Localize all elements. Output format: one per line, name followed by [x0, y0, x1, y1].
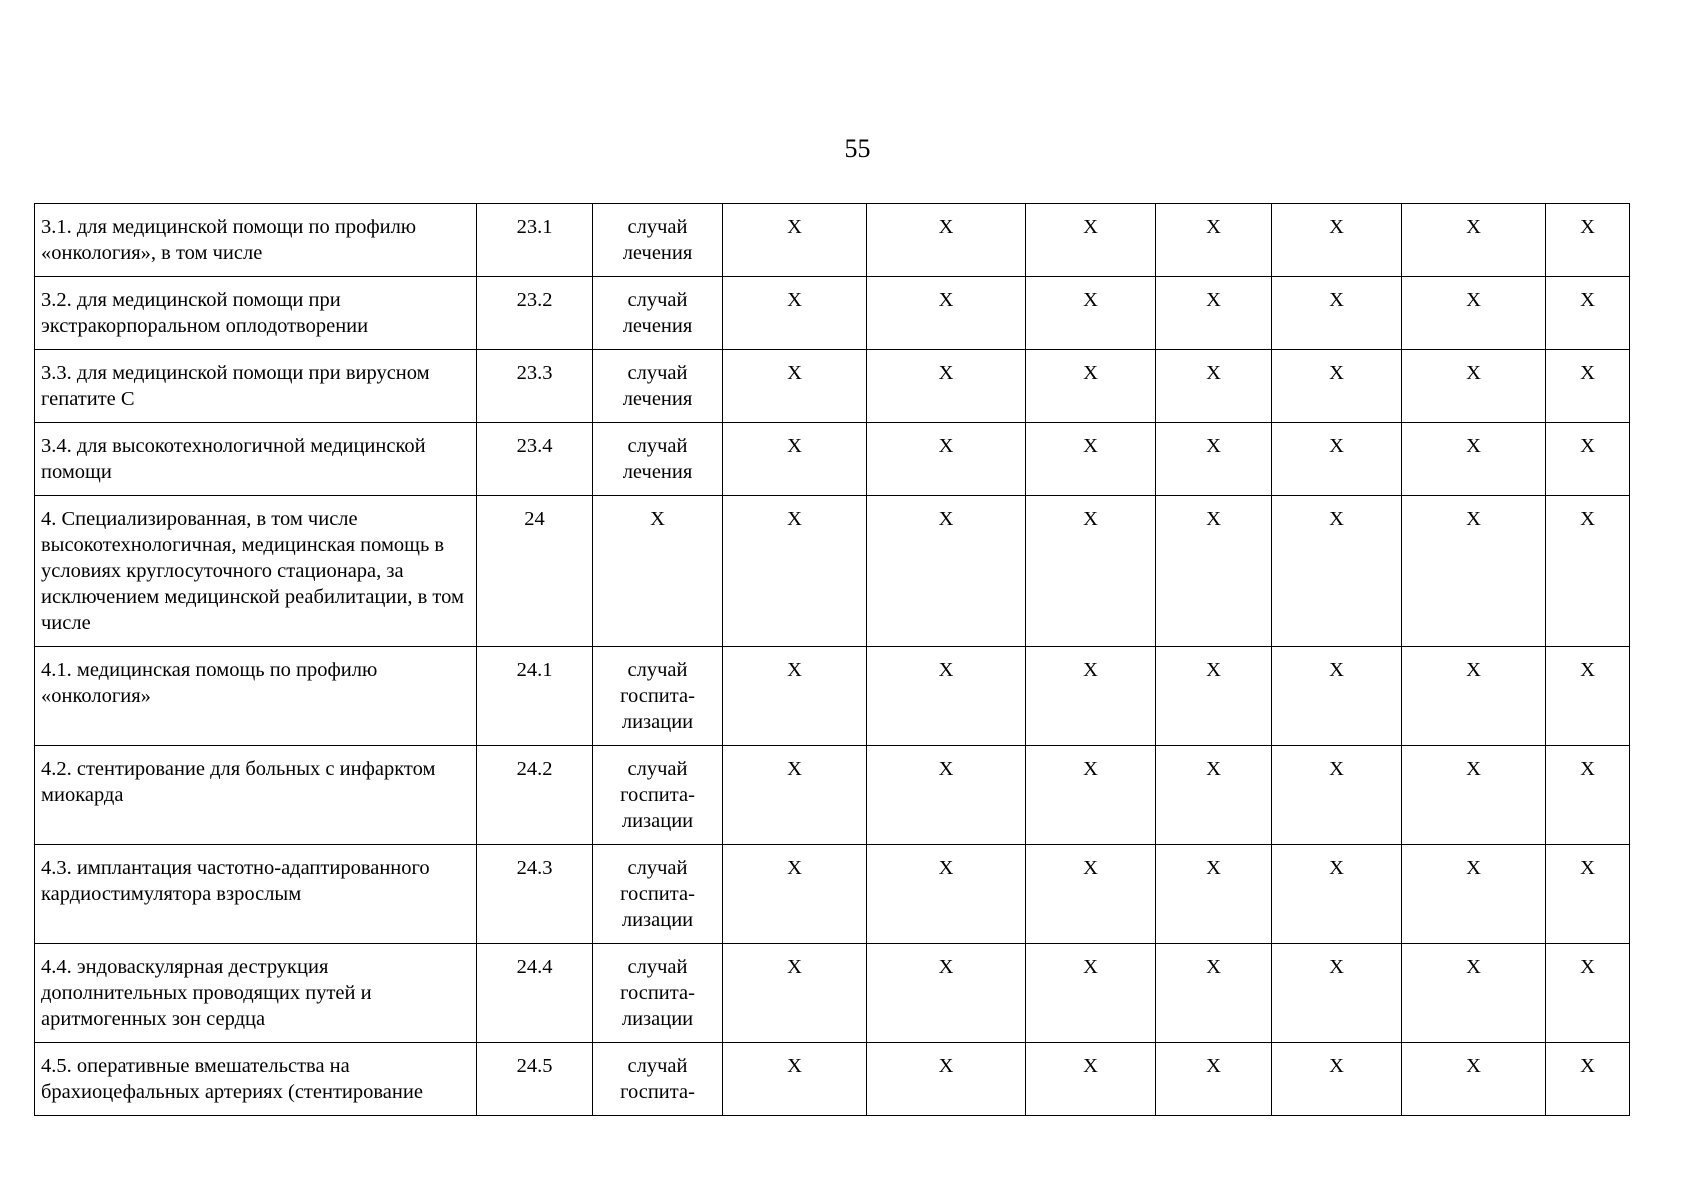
- value-cell: Х: [1156, 647, 1272, 746]
- value-cell: Х: [1026, 944, 1156, 1043]
- value-cell: Х: [723, 845, 867, 944]
- row-number: 23.3: [477, 350, 593, 423]
- value-cell: Х: [1402, 204, 1546, 277]
- value-cell: Х: [1546, 204, 1630, 277]
- value-cell: Х: [723, 746, 867, 845]
- value-cell: Х: [1272, 746, 1402, 845]
- value-cell: Х: [1546, 423, 1630, 496]
- value-cell: Х: [867, 423, 1026, 496]
- value-cell: Х: [723, 944, 867, 1043]
- row-number: 24: [477, 496, 593, 647]
- value-cell: Х: [1546, 746, 1630, 845]
- unit-cell: случай лечения: [593, 423, 723, 496]
- page-number: 55: [844, 134, 871, 163]
- value-cell: Х: [1272, 1043, 1402, 1116]
- value-cell: Х: [867, 204, 1026, 277]
- value-cell: Х: [1402, 423, 1546, 496]
- value-cell: Х: [1546, 1043, 1630, 1116]
- value-cell: Х: [1272, 204, 1402, 277]
- table-row: [35, 496, 1630, 647]
- table-body: [35, 204, 1630, 1116]
- unit-cell: случай лечения: [593, 204, 723, 277]
- table-row: [35, 944, 1630, 1043]
- value-cell: Х: [1156, 1043, 1272, 1116]
- value-cell: Х: [1156, 423, 1272, 496]
- value-cell: Х: [867, 845, 1026, 944]
- row-number: 24.5: [477, 1043, 593, 1116]
- row-description: 3.3. для медицинской помощи при вирусном гепатите С: [35, 350, 477, 423]
- value-cell: Х: [1402, 1043, 1546, 1116]
- value-cell: Х: [723, 496, 867, 647]
- value-cell: Х: [1272, 277, 1402, 350]
- table-row: [35, 423, 1630, 496]
- value-cell: Х: [1156, 845, 1272, 944]
- row-description: 4.5. оперативные вмешательства на брахиоцефальных артериях (стентирование: [35, 1043, 477, 1116]
- value-cell: Х: [1026, 746, 1156, 845]
- value-cell: Х: [1156, 746, 1272, 845]
- value-cell: Х: [1402, 496, 1546, 647]
- value-cell: Х: [1546, 845, 1630, 944]
- row-number: 24.3: [477, 845, 593, 944]
- table-row: [35, 277, 1630, 350]
- unit-cell: случай госпита-: [593, 1043, 723, 1116]
- value-cell: Х: [1272, 350, 1402, 423]
- unit-cell: случай лечения: [593, 277, 723, 350]
- value-cell: Х: [723, 350, 867, 423]
- row-number: 23.4: [477, 423, 593, 496]
- value-cell: Х: [1026, 1043, 1156, 1116]
- row-description: 4.1. медицинская помощь по профилю «онкология»: [35, 647, 477, 746]
- value-cell: Х: [723, 277, 867, 350]
- unit-cell: Х: [593, 496, 723, 647]
- value-cell: Х: [867, 746, 1026, 845]
- value-cell: Х: [1272, 845, 1402, 944]
- row-number: 24.4: [477, 944, 593, 1043]
- value-cell: Х: [1156, 944, 1272, 1043]
- table-row: [35, 350, 1630, 423]
- value-cell: Х: [1272, 944, 1402, 1043]
- table-row: [35, 1043, 1630, 1116]
- value-cell: Х: [1026, 496, 1156, 647]
- value-cell: Х: [1156, 277, 1272, 350]
- value-cell: Х: [1272, 647, 1402, 746]
- value-cell: Х: [1026, 277, 1156, 350]
- value-cell: Х: [1546, 647, 1630, 746]
- data-table: [34, 203, 1630, 1116]
- row-number: 23.1: [477, 204, 593, 277]
- value-cell: Х: [723, 423, 867, 496]
- value-cell: Х: [1402, 647, 1546, 746]
- value-cell: Х: [1546, 944, 1630, 1043]
- value-cell: Х: [1272, 496, 1402, 647]
- value-cell: Х: [1026, 204, 1156, 277]
- value-cell: Х: [1402, 350, 1546, 423]
- value-cell: Х: [867, 496, 1026, 647]
- row-description: 3.4. для высокотехнологичной медицинской помощи: [35, 423, 477, 496]
- row-description: 4.2. стентирование для больных с инфарктом миокарда: [35, 746, 477, 845]
- value-cell: Х: [1026, 350, 1156, 423]
- value-cell: Х: [1026, 845, 1156, 944]
- value-cell: Х: [1026, 423, 1156, 496]
- value-cell: Х: [723, 204, 867, 277]
- value-cell: Х: [1026, 647, 1156, 746]
- value-cell: Х: [1546, 277, 1630, 350]
- row-description: 3.2. для медицинской помощи при экстракорпоральном оплодотворении: [35, 277, 477, 350]
- value-cell: Х: [1546, 496, 1630, 647]
- value-cell: Х: [867, 350, 1026, 423]
- unit-cell: случай госпита- лизации: [593, 944, 723, 1043]
- value-cell: Х: [1272, 423, 1402, 496]
- unit-cell: случай госпита- лизации: [593, 845, 723, 944]
- value-cell: Х: [1156, 350, 1272, 423]
- value-cell: Х: [1402, 845, 1546, 944]
- table-row: [35, 647, 1630, 746]
- value-cell: Х: [867, 277, 1026, 350]
- row-number: 24.2: [477, 746, 593, 845]
- row-description: 4.3. имплантация частотно-адаптированного кардиостимулятора взрослым: [35, 845, 477, 944]
- value-cell: Х: [1156, 204, 1272, 277]
- value-cell: Х: [723, 1043, 867, 1116]
- row-number: 24.1: [477, 647, 593, 746]
- value-cell: Х: [723, 647, 867, 746]
- row-number: 23.2: [477, 277, 593, 350]
- value-cell: Х: [1402, 746, 1546, 845]
- row-description: 3.1. для медицинской помощи по профилю «онкология», в том числе: [35, 204, 477, 277]
- value-cell: Х: [1402, 944, 1546, 1043]
- unit-cell: случай лечения: [593, 350, 723, 423]
- value-cell: Х: [1402, 277, 1546, 350]
- value-cell: Х: [1156, 496, 1272, 647]
- unit-cell: случай госпита- лизации: [593, 746, 723, 845]
- unit-cell: случай госпита- лизации: [593, 647, 723, 746]
- row-description: 4.4. эндоваскулярная деструкция дополнительных проводящих путей и аритмогенных зон сердца: [35, 944, 477, 1043]
- table-row: [35, 746, 1630, 845]
- value-cell: Х: [1546, 350, 1630, 423]
- table-row: [35, 204, 1630, 277]
- value-cell: Х: [867, 944, 1026, 1043]
- value-cell: Х: [867, 647, 1026, 746]
- row-description: 4. Специализированная, в том числе высокотехнологичная, медицинская помощь в условиях круглосуточного стационара, за исключением медицинской реабилитации, в том числе: [35, 496, 477, 647]
- table-row: [35, 845, 1630, 944]
- value-cell: Х: [867, 1043, 1026, 1116]
